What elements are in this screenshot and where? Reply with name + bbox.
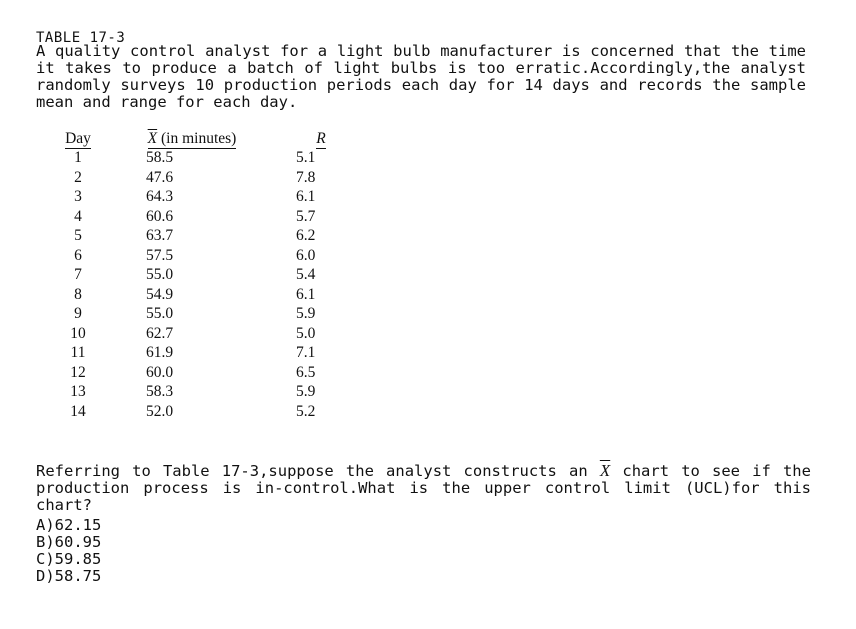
- cell-range: 5.2: [296, 402, 316, 420]
- question-part2: chart to see if the production process is in-control.What is the upper control limit (UCL)for this chart?: [36, 462, 811, 514]
- cell-range: 6.5: [296, 363, 316, 381]
- cell-range: 7.8: [296, 168, 316, 186]
- table-row: [48, 285, 366, 305]
- cell-day: 10: [70, 324, 86, 342]
- cell-xbar: 54.9: [146, 285, 174, 303]
- cell-xbar: 57.5: [146, 246, 174, 264]
- table-row: [48, 148, 366, 168]
- cell-day: 13: [70, 383, 86, 400]
- table-row: [48, 207, 366, 227]
- table-row: [48, 363, 366, 383]
- cell-day: 7: [74, 266, 82, 283]
- table-caption: TABLE 17-3: [36, 30, 126, 46]
- table-row: [48, 226, 366, 246]
- cell-day: 4: [74, 207, 82, 225]
- cell-range: 5.4: [296, 266, 316, 283]
- question-paragraph: [36, 462, 811, 514]
- cell-day: 2: [74, 168, 82, 186]
- cell-day: 5: [74, 227, 82, 244]
- answer-options: [36, 517, 101, 585]
- table-row: [48, 304, 366, 324]
- cell-day: 12: [70, 363, 86, 381]
- intro-paragraph: A quality control analyst for a light bulb manufacturer is concerned that the time it takes to produce a batch of light bulbs is too erratic.Accordingly,the analyst randomly surveys 10 production periods each day for 14 days and records the sample mean and range for each day.: [36, 42, 806, 111]
- cell-range: 6.2: [296, 227, 316, 244]
- cell-range: 6.1: [296, 188, 316, 205]
- cell-xbar: 58.5: [146, 149, 174, 166]
- answer-option[interactable]: C)59.85: [36, 550, 102, 568]
- cell-range: 6.0: [296, 246, 316, 264]
- answer-option[interactable]: D)58.75: [36, 567, 102, 585]
- question-part1: Referring to Table 17-3,suppose the analyst constructs an: [36, 462, 588, 480]
- cell-range: 5.9: [296, 383, 316, 400]
- table-row: [48, 246, 366, 266]
- cell-range: 5.0: [296, 324, 316, 342]
- cell-xbar: 60.6: [146, 207, 174, 225]
- cell-day: 9: [74, 305, 82, 322]
- xbar-symbol: $\overline{X}$: [147, 130, 158, 147]
- cell-xbar: 60.0: [146, 363, 174, 381]
- cell-xbar: 55.0: [146, 305, 174, 322]
- cell-xbar: 58.3: [146, 383, 174, 400]
- table-header-row: [48, 128, 366, 148]
- cell-range: 5.9: [296, 305, 316, 322]
- table-row: [48, 168, 366, 188]
- table-row: [48, 187, 366, 207]
- table-row: [48, 324, 366, 344]
- table-row: [48, 402, 366, 422]
- cell-day: 6: [74, 246, 82, 264]
- answer-option[interactable]: A)62.15: [36, 516, 102, 534]
- cell-xbar: 52.0: [146, 402, 174, 420]
- header-xbar: $\overline{X}$ (in minutes): [147, 130, 237, 147]
- cell-range: 7.1: [296, 344, 316, 361]
- cell-day: 14: [70, 402, 86, 420]
- cell-day: 3: [74, 188, 82, 205]
- table-body: [48, 148, 366, 421]
- cell-range: 5.7: [296, 207, 316, 225]
- cell-day: 11: [70, 344, 86, 361]
- header-range: R: [316, 130, 326, 147]
- table-row: [48, 265, 366, 285]
- cell-xbar: 62.7: [146, 324, 174, 342]
- cell-range: 6.1: [296, 285, 316, 303]
- question-xbar-symbol: $\overline{X}$: [599, 461, 611, 480]
- header-day: Day: [65, 130, 91, 147]
- table-row: [48, 343, 366, 363]
- data-table: [48, 128, 366, 421]
- table-row: [48, 382, 366, 402]
- cell-day: 1: [74, 149, 82, 166]
- cell-day: 8: [74, 285, 82, 303]
- cell-xbar: 61.9: [146, 344, 174, 361]
- cell-xbar: 55.0: [146, 266, 174, 283]
- cell-xbar: 63.7: [146, 227, 174, 244]
- cell-xbar: 47.6: [146, 168, 174, 186]
- cell-range: 5.1: [296, 149, 316, 166]
- cell-xbar: 64.3: [146, 188, 174, 205]
- answer-option[interactable]: B)60.95: [36, 533, 102, 551]
